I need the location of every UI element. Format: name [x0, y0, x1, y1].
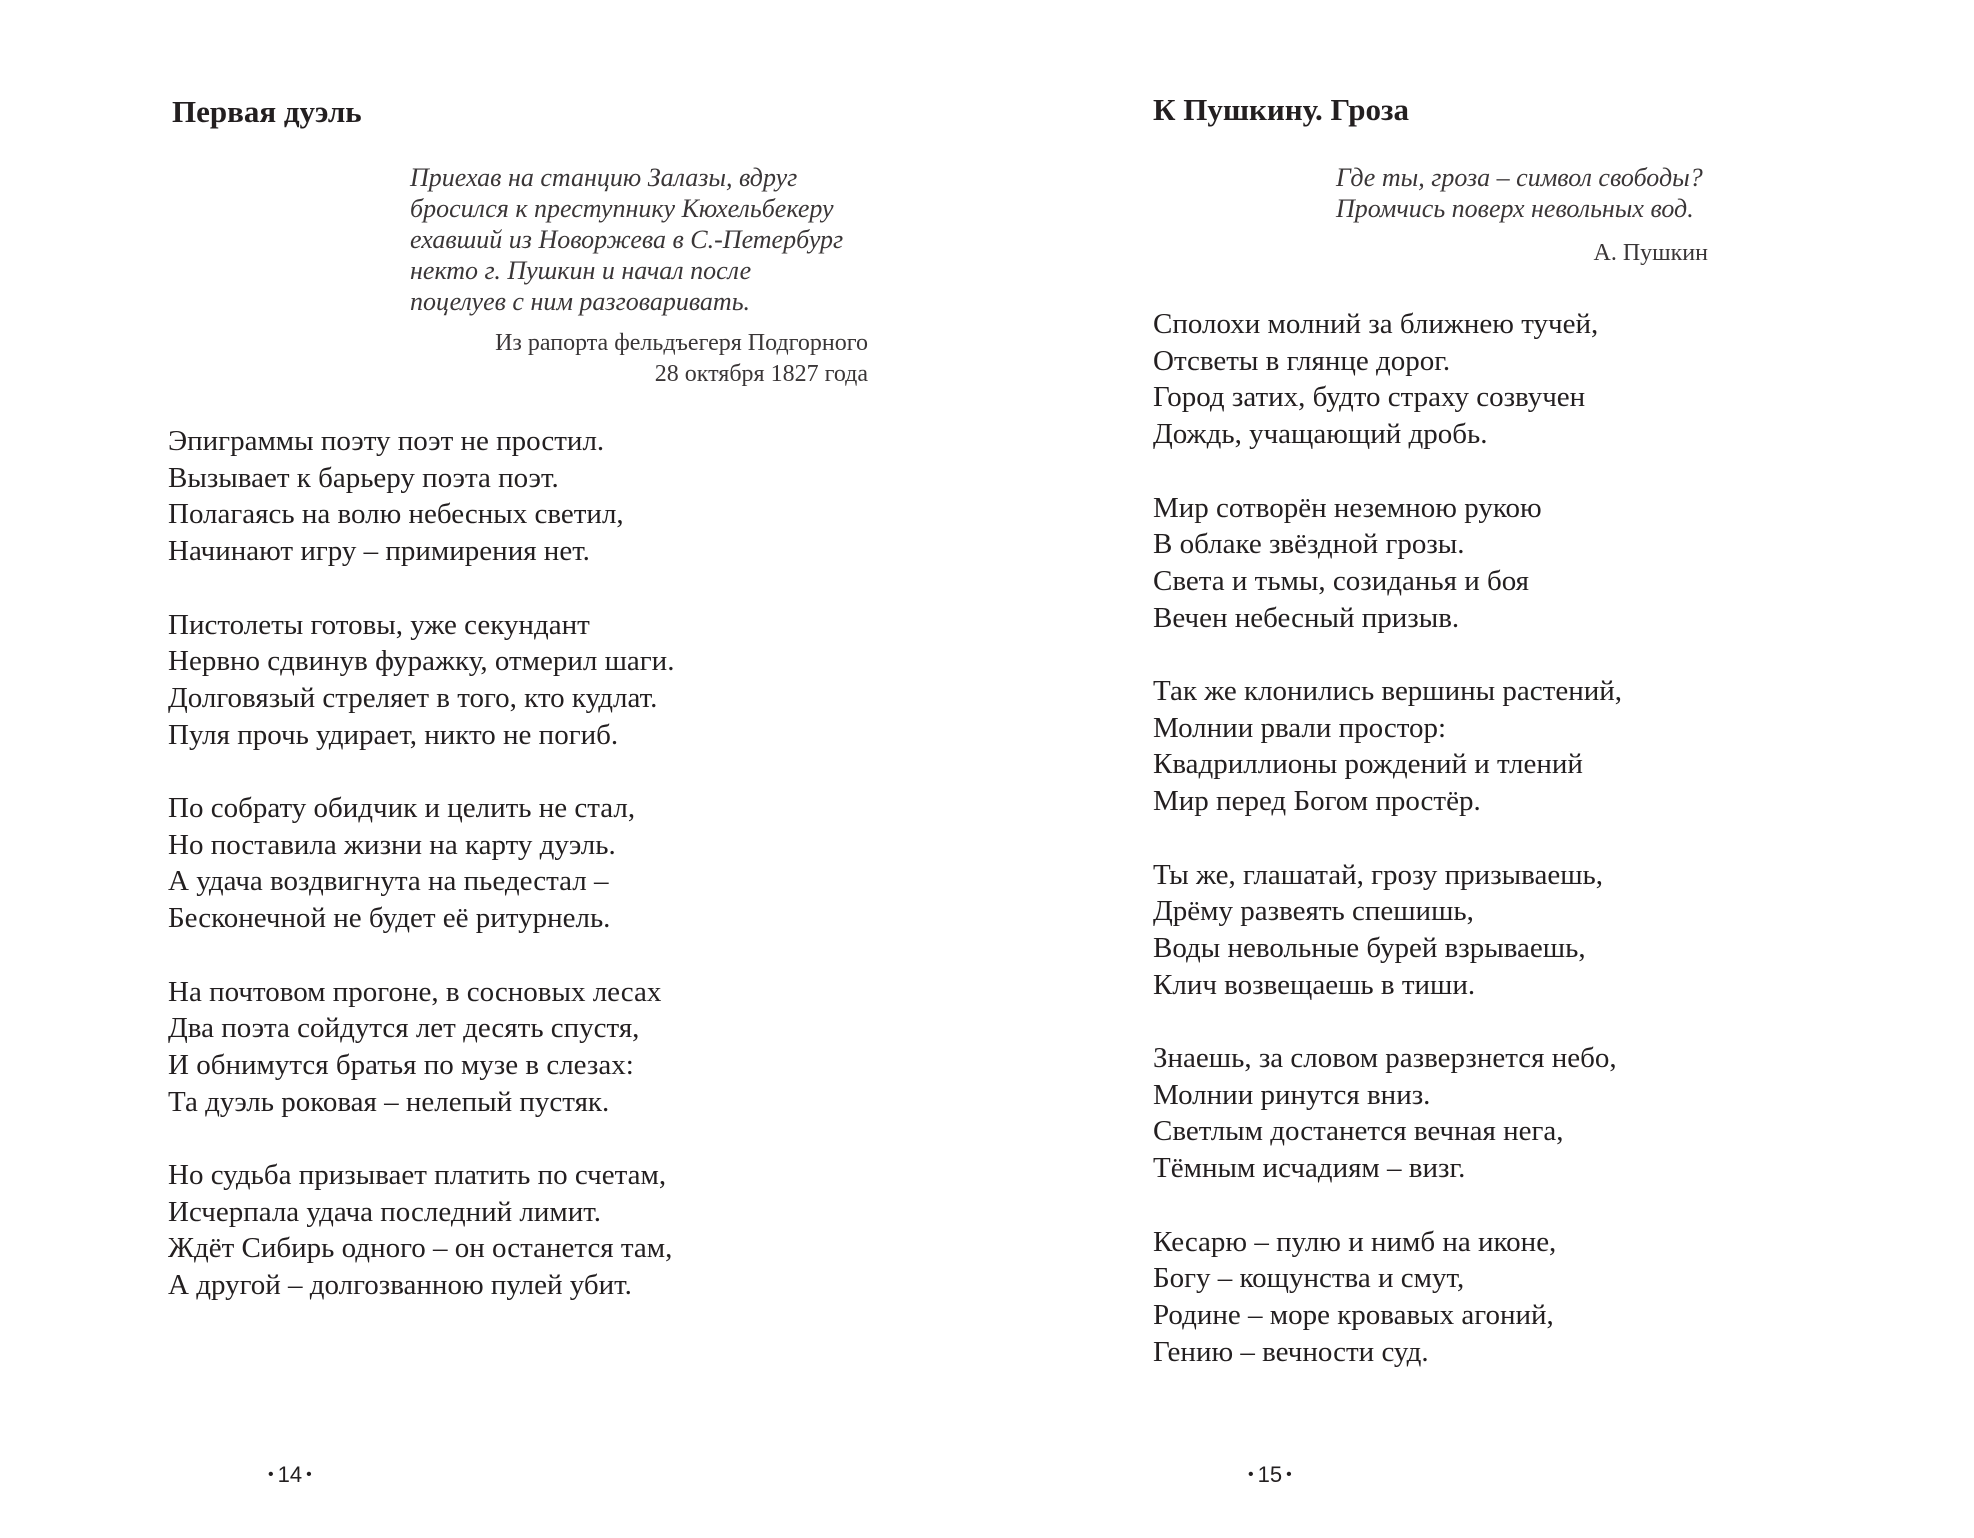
- verse-line: Дождь, учащающий дробь.: [1153, 418, 1488, 451]
- epigraph-line: Промчись поверх невольных вод.: [1336, 194, 1694, 223]
- verse-line: Знаешь, за словом разверзнется небо,: [1153, 1042, 1617, 1074]
- verse-line: Бесконечной не будет её ритурнель.: [168, 902, 611, 935]
- verse-line: Так же клонились вершины растений,: [1153, 675, 1623, 707]
- verse-line: Тёмным исчадиям – визг.: [1153, 1152, 1466, 1185]
- page-number-value: 14: [277, 1462, 303, 1487]
- poem-title: К Пушкину. Гроза: [1153, 92, 1409, 127]
- epigraph-source: [1594, 238, 1709, 269]
- verse-line: Гению – вечности суд.: [1153, 1335, 1429, 1368]
- verse-line: Начинают игру – примирения нет.: [168, 535, 590, 568]
- epigraph-source: [495, 328, 868, 390]
- verse-line: Два поэта сойдутся лет десять спустя,: [168, 1012, 640, 1045]
- verse-line: Молнии рвали простор:: [1153, 711, 1447, 744]
- epigraph: [1336, 162, 1703, 224]
- bullet-icon: •: [1248, 1466, 1254, 1483]
- verse-line: Но судьба призывает платить по счетам,: [168, 1159, 667, 1191]
- epigraph-source-line: 28 октября 1827 года: [654, 361, 868, 387]
- verse-line: Долговязый стреляет в того, кто кудлат.: [168, 681, 658, 714]
- page-number: [264, 1462, 316, 1488]
- verse-line: Пуля прочь удирает, никто не погиб.: [168, 718, 619, 751]
- verse-line: Ждёт Сибирь одного – он останется там,: [168, 1232, 673, 1265]
- verse-line: Квадриллионы рождений и тлений: [1153, 748, 1583, 781]
- epigraph: [410, 162, 843, 317]
- verse-line: Вечен небесный призыв.: [1153, 601, 1460, 634]
- verse-line: Та дуэль роковая – нелепый пустяк.: [168, 1085, 610, 1118]
- verse-line: Родине – море кровавых агоний,: [1153, 1298, 1554, 1331]
- bullet-icon: •: [1286, 1466, 1292, 1483]
- right-page: [987, 0, 1974, 1538]
- verse-line: Дрёму развеять спешишь,: [1153, 895, 1474, 928]
- verse-line: Нервно сдвинув фуражку, отмерил шаги.: [168, 645, 675, 678]
- epigraph-line: Приехав на станцию Залазы, вдруг: [410, 163, 798, 192]
- verse-line: Света и тьмы, созиданья и боя: [1153, 564, 1530, 597]
- verse-line: Молнии ринутся вниз.: [1153, 1078, 1431, 1111]
- poem-body: [1153, 306, 1622, 1407]
- stanza: [168, 790, 674, 937]
- verse-line: Клич возвещаешь в тиши.: [1153, 968, 1476, 1001]
- verse-line: Исчерпала удача последний лимит.: [168, 1195, 602, 1228]
- verse-line: Воды невольные бурей взрываешь,: [1153, 931, 1586, 964]
- stanza: [1153, 673, 1622, 820]
- stanza: [1153, 1224, 1622, 1371]
- stanza: [168, 1157, 674, 1304]
- verse-line: Светлым достанется вечная нега,: [1153, 1115, 1564, 1148]
- verse-line: Эпиграммы поэту поэт не простил.: [168, 425, 605, 457]
- verse-line: Вызывает к барьеру поэта поэт.: [168, 461, 559, 494]
- stanza: [168, 423, 674, 570]
- verse-line: Город затих, будто страху созвучен: [1153, 381, 1586, 414]
- page-number-value: 15: [1257, 1462, 1283, 1487]
- epigraph-source-line: Из рапорта фельдъегеря Подгорного: [495, 330, 868, 356]
- epigraph-line: поцелуев с ним разговаривать.: [410, 287, 751, 316]
- epigraph-line: некто г. Пушкин и начал после: [410, 256, 752, 285]
- verse-line: А удача воздвигнута на пьедестал –: [168, 865, 609, 898]
- stanza: [1153, 306, 1622, 453]
- stanza: [1153, 857, 1622, 1004]
- verse-line: И обнимутся братья по музе в слезах:: [168, 1048, 634, 1081]
- stanza: [168, 607, 674, 754]
- poem-title: Первая дуэль: [172, 94, 362, 129]
- page-number: [1244, 1462, 1296, 1488]
- poem-body: [168, 423, 674, 1341]
- verse-line: Богу – кощунства и смут,: [1153, 1262, 1465, 1295]
- epigraph-line: ехавший из Новоржева в С.-Петербург: [410, 225, 844, 254]
- epigraph-source-line: А. Пушкин: [1593, 240, 1708, 266]
- verse-line: На почтовом прогоне, в сосновых лесах: [168, 975, 662, 1008]
- verse-line: По собрату обидчик и целить не стал,: [168, 792, 636, 824]
- verse-line: Полагаясь на волю небесных светил,: [168, 498, 624, 531]
- verse-line: Пистолеты готовы, уже секундант: [168, 608, 590, 641]
- verse-line: Мир перед Богом простёр.: [1153, 785, 1481, 818]
- bullet-icon: •: [268, 1466, 274, 1483]
- verse-line: В облаке звёздной грозы.: [1153, 528, 1465, 561]
- verse-line: Кесарю – пулю и нимб на иконе,: [1153, 1225, 1557, 1258]
- epigraph-line: Где ты, гроза – символ свободы?: [1336, 163, 1703, 192]
- epigraph-line: бросился к преступнику Кюхельбекеру: [410, 194, 834, 223]
- verse-line: Мир сотворён неземною рукою: [1153, 491, 1542, 524]
- verse-line: Но поставила жизни на карту дуэль.: [168, 828, 616, 861]
- stanza: [1153, 1040, 1622, 1187]
- verse-line: Сполохи молний за ближнею тучей,: [1153, 308, 1599, 340]
- stanza: [168, 974, 674, 1121]
- verse-line: Отсветы в глянце дорог.: [1153, 344, 1451, 377]
- stanza: [1153, 490, 1622, 637]
- verse-line: А другой – долгозванною пулей убит.: [168, 1269, 632, 1302]
- bullet-icon: •: [306, 1466, 312, 1483]
- verse-line: Ты же, глашатай, грозу призываешь,: [1153, 858, 1603, 891]
